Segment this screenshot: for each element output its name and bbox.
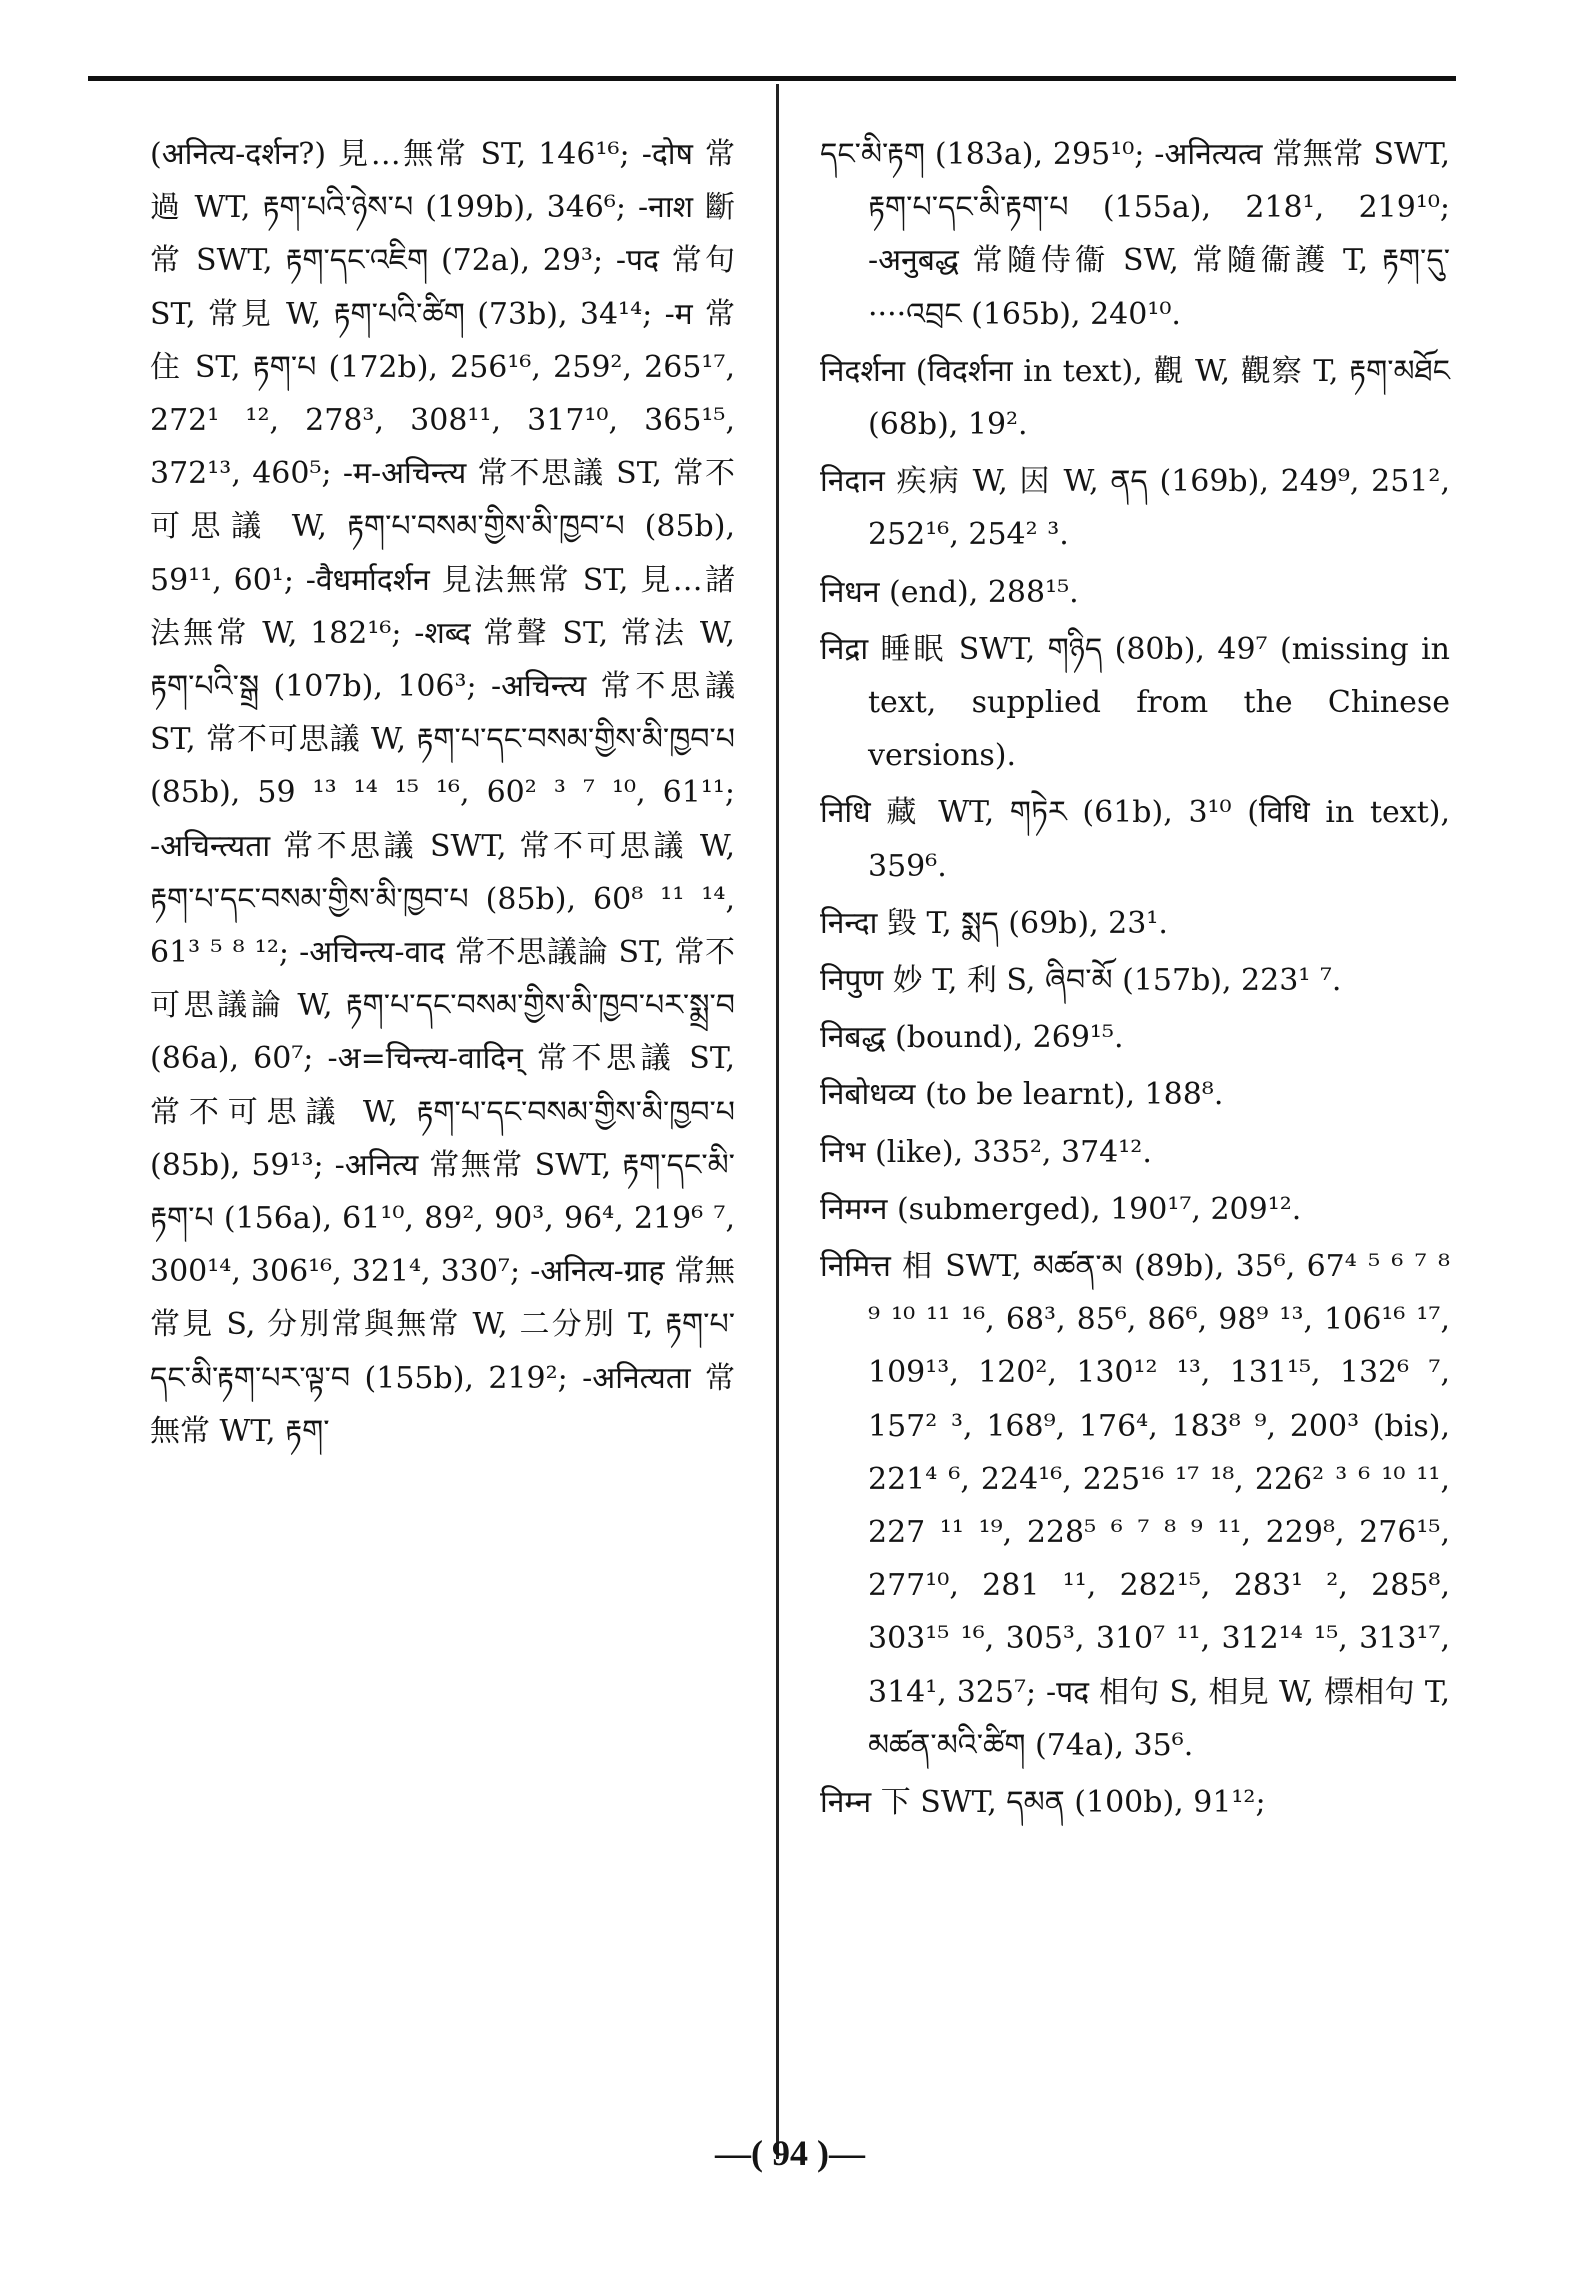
- entry: निधि 藏 WT, གཏེར (61b), 3¹⁰ (विधि in text), 359⁶.: [820, 795, 1450, 884]
- entry: निन्दा 毀 T, སྨད (69b), 23¹.: [820, 905, 1168, 941]
- left-column: (अनित्य-दर्शन?) 見…無常 ST, 146¹⁶; -दोष 常過 WT, རྟག་པའི་ཉེས་པ (199b), 346⁶; -नाश 斷常 SWT, རྟག་དང་འཇིག (72a), 29³; -पद 常句 ST, 常見 W, རྟག་པའི་ཚིག (73b), 34¹⁴; -म 常住 ST, རྟག་པ (172b), 256¹⁶, 259², 265¹⁷, 272¹ ¹², 278³, 308¹¹, 317¹⁰, 365¹⁵, 372¹³, 460⁵; -म-अचिन्त्य 常不思議 ST, 常不可思議 W, རྟག་པ་བསམ་གྱིས་མི་ཁྱབ་པ (85b), 59¹¹, 60¹; -वैधर्मादर्शन 見法無常 ST, 見…諸法無常 W, 182¹⁶; -शब्द 常聲 ST, 常法 W, རྟག་པའི་སྒྲ (107b), 106³; -अचिन्त्य 常不思議 ST, 常不可思議 W, རྟག་པ་དང་བསམ་གྱིས་མི་ཁྱབ་པ (85b), 59 ¹³ ¹⁴ ¹⁵ ¹⁶, 60² ³ ⁷ ¹⁰, 61¹¹; -अचिन्त्यता 常不思議 SWT, 常不可思議 W, རྟག་པ་དང་བསམ་གྱིས་མི་ཁྱབ་པ (85b), 60⁸ ¹¹ ¹⁴, 61³ ⁵ ⁸ ¹²; -अचिन्त्य-वाद 常不思議論 ST, 常不可思議論 W, རྟག་པ་དང་བསམ་གྱིས་མི་ཁྱབ་པར་སྨྲ་བ (86a), 60⁷; -अ=चिन्त्य-वादिन् 常不思議 ST, 常不可思議 W, རྟག་པ་དང་བསམ་གྱིས་མི་ཁྱབ་པ (85b), 59¹³; -अनित्य 常無常 SWT, རྟག་དང་མི་རྟག་པ (156a), 61¹⁰, 89², 90³, 96⁴, 219⁶ ⁷, 300¹⁴, 306¹⁶, 321⁴, 330⁷; -अनित्य-ग्राह 常無常見 S, 分別常與無常 W, 二分別 T, རྟག་པ་དང་མི་རྟག་པར་ལྟ་བ (155b), 219²; -अनित्यता 常無常 WT, རྟག་: [150, 137, 735, 1449]
- column-divider: [776, 84, 779, 2159]
- entry: निदर्शना (विदर्शना in text), 觀 W, 觀察 T, རྟག་མཐོང (68b), 19².: [820, 353, 1450, 443]
- top-rule: [88, 76, 1456, 81]
- page-number: —( 94 )—: [715, 2133, 865, 2173]
- entry: निपुण 妙 T, 利 S, ཞིབ་མོ (157b), 223¹ ⁷.: [820, 963, 1342, 999]
- right-column: [820, 128, 1450, 1833]
- entry: निम्न 下 SWT, དམན (100b), 91¹²;: [820, 1785, 1266, 1821]
- entry: निधन (end), 288¹⁵.: [820, 574, 1079, 610]
- entry: निबद्ध (bound), 269¹⁵.: [820, 1020, 1124, 1056]
- entry: निबोधव्य (to be learnt), 188⁸.: [820, 1077, 1224, 1113]
- entry: निमित्त 相 SWT, མཚན་མ (89b), 35⁶, 67⁴ ⁵ ⁶ ⁷ ⁸ ⁹ ¹⁰ ¹¹ ¹⁶, 68³, 85⁶, 86⁶, 98⁹ ¹³, 106¹⁶ ¹⁷, 109¹³, 120², 130¹² ¹³, 131¹⁵, 132⁶ ⁷, 157² ³, 168⁹, 176⁴, 183⁸ ⁹, 200³ (bis), 221⁴ ⁶, 224¹⁶, 225¹⁶ ¹⁷ ¹⁸, 226² ³ ⁶ ¹⁰ ¹¹, 227 ¹¹ ¹⁹, 228⁵ ⁶ ⁷ ⁸ ⁹ ¹¹, 229⁸, 276¹⁵, 277¹⁰, 281 ¹¹, 282¹⁵, 283¹ ², 285⁸, 303¹⁵ ¹⁶, 305³, 310⁷ ¹¹, 312¹⁴ ¹⁵, 313¹⁷, 314¹, 325⁷; -पद 相句 S, 相見 W, 標相句 T, མཚན་མའི་ཚིག (74a), 35⁶.: [820, 1249, 1450, 1763]
- entry: निदान 疾病 W, 因 W, ནད (169b), 249⁹, 251², 252¹⁶, 254² ³.: [820, 464, 1450, 553]
- entry: निमग्न (submerged), 190¹⁷, 209¹².: [820, 1191, 1302, 1227]
- entry: निद्रा 睡眠 SWT, གཉིད (80b), 49⁷ (missing in text, supplied from the Chinese versions).: [820, 631, 1450, 774]
- entry: དང་མི་རྟག (183a), 295¹⁰; -अनित्यत्व 常無常 SWT, རྟག་པ་དང་མི་རྟག་པ (155a), 218¹, 219¹⁰; -अनुबद्ध 常隨侍衞 SW, 常隨衞護 T, རྟག་དུ་····འབྲང (165b), 240¹⁰.: [820, 137, 1450, 332]
- entry: निभ (like), 335², 374¹².: [820, 1134, 1152, 1170]
